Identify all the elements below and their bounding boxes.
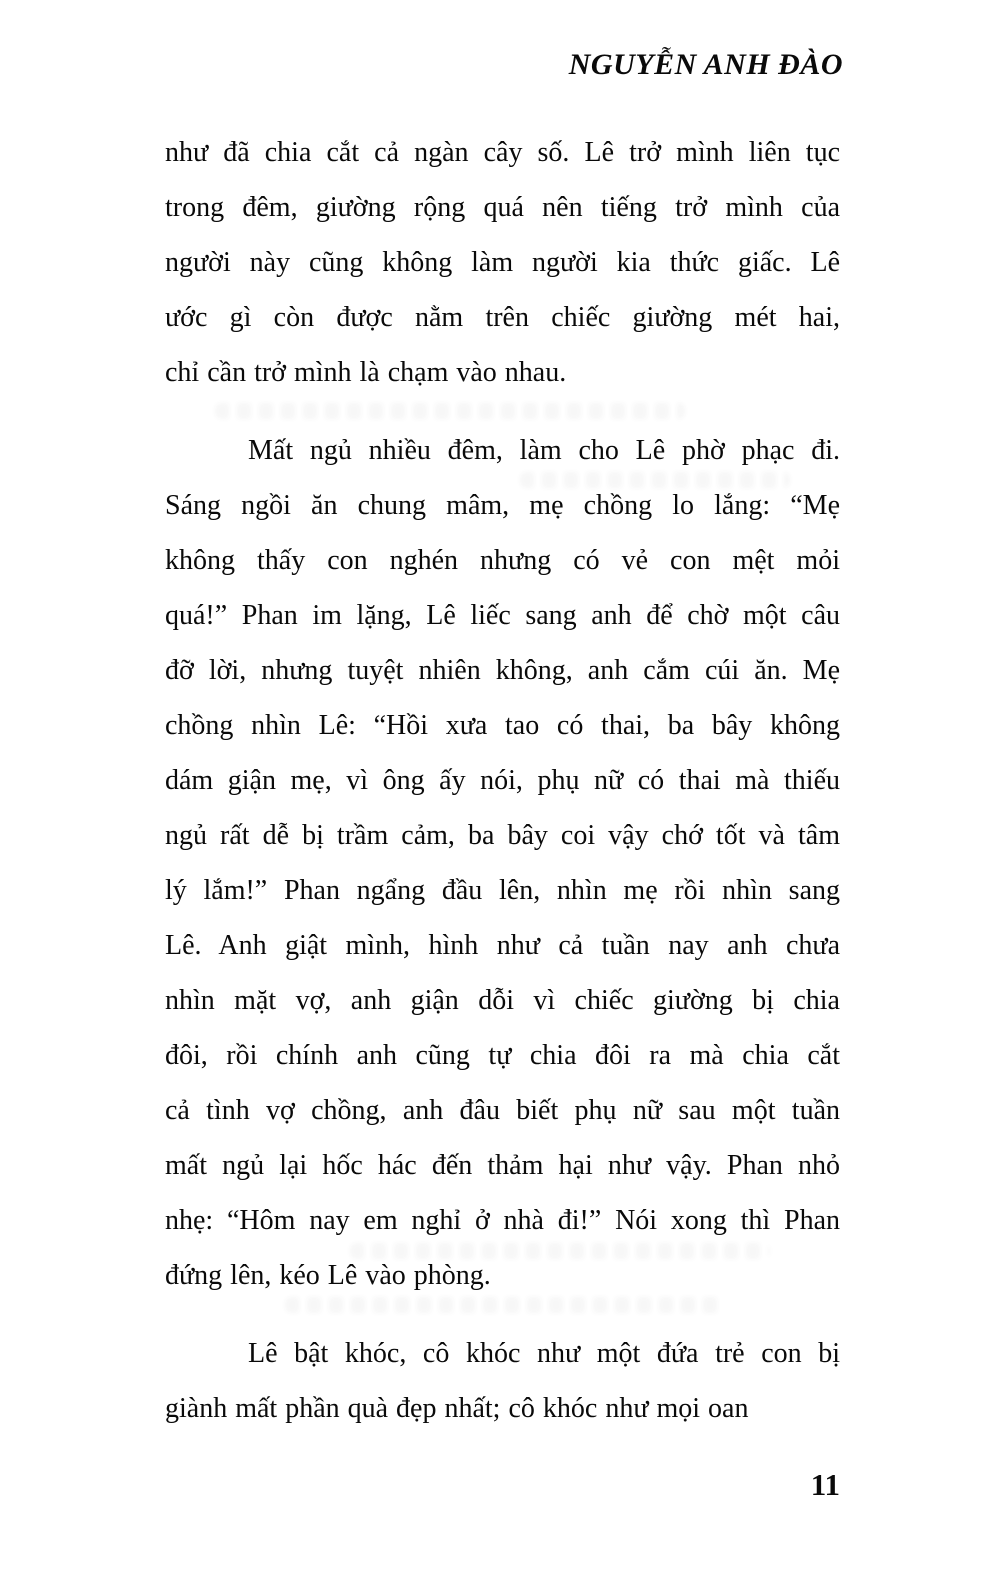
text-line: nhẹ: “Hôm nay em nghỉ ở nhà đi!” Nói xong thì Phan bbox=[165, 1205, 840, 1236]
paragraph bbox=[165, 423, 840, 1303]
text-line: đôi, rồi chính anh cũng tự chia đôi ra mà chia cắt bbox=[165, 1040, 840, 1071]
text-line: ước gì còn được nằm trên chiếc giường mét hai, bbox=[165, 302, 840, 333]
running-header-author: NGUYỄN ANH ĐÀO bbox=[568, 48, 843, 81]
text-line: mất ngủ lại hốc hác đến thảm hại như vậy. Phan nhỏ bbox=[165, 1150, 840, 1181]
paragraph bbox=[165, 125, 840, 400]
text-line: lý lắm!” Phan ngẩng đầu lên, nhìn mẹ rồi nhìn sang bbox=[165, 875, 840, 906]
text-line: cả tình vợ chồng, anh đâu biết phụ nữ sau một tuần bbox=[165, 1095, 840, 1126]
text-line: trong đêm, giường rộng quá nên tiếng trở mình của bbox=[165, 192, 840, 223]
text-line: quá!” Phan im lặng, Lê liếc sang anh để chờ một câu bbox=[165, 600, 840, 631]
text-line: như đã chia cắt cả ngàn cây số. Lê trở mình liên tục bbox=[165, 137, 840, 168]
text-line: ngủ rất dễ bị trầm cảm, ba bây coi vậy chớ tốt và tâm bbox=[165, 820, 840, 851]
text-line: giành mất phần quà đẹp nhất; cô khóc như mọi oan bbox=[165, 1393, 749, 1424]
text-line: người này cũng không làm người kia thức giấc. Lê bbox=[165, 247, 840, 278]
page-number: 11 bbox=[810, 1467, 840, 1502]
text-line: đứng lên, kéo Lê vào phòng. bbox=[165, 1260, 491, 1291]
text-line: Sáng ngồi ăn chung mâm, mẹ chồng lo lắng: “Mẹ bbox=[165, 490, 840, 521]
text-line: đỡ lời, nhưng tuyệt nhiên không, anh cắm cúi ăn. Mẹ bbox=[165, 655, 840, 686]
text-line: chồng nhìn Lê: “Hồi xưa tao có thai, ba bây không bbox=[165, 710, 840, 741]
text-line: dám giận mẹ, vì ông ấy nói, phụ nữ có thai mà thiếu bbox=[165, 765, 840, 796]
text-line: nhìn mặt vợ, anh giận dỗi vì chiếc giường bị chia bbox=[165, 985, 840, 1016]
page-body bbox=[165, 125, 840, 1436]
text-line: không thấy con nghén nhưng có vẻ con mệt mỏi bbox=[165, 545, 840, 576]
paragraph bbox=[165, 1326, 840, 1436]
text-line: chỉ cần trở mình là chạm vào nhau. bbox=[165, 357, 567, 388]
text-line: Lê bật khóc, cô khóc như một đứa trẻ con bị bbox=[248, 1338, 840, 1369]
text-line: Lê. Anh giật mình, hình như cả tuần nay anh chưa bbox=[165, 930, 840, 961]
text-line: Mất ngủ nhiều đêm, làm cho Lê phờ phạc đi. bbox=[248, 435, 840, 466]
